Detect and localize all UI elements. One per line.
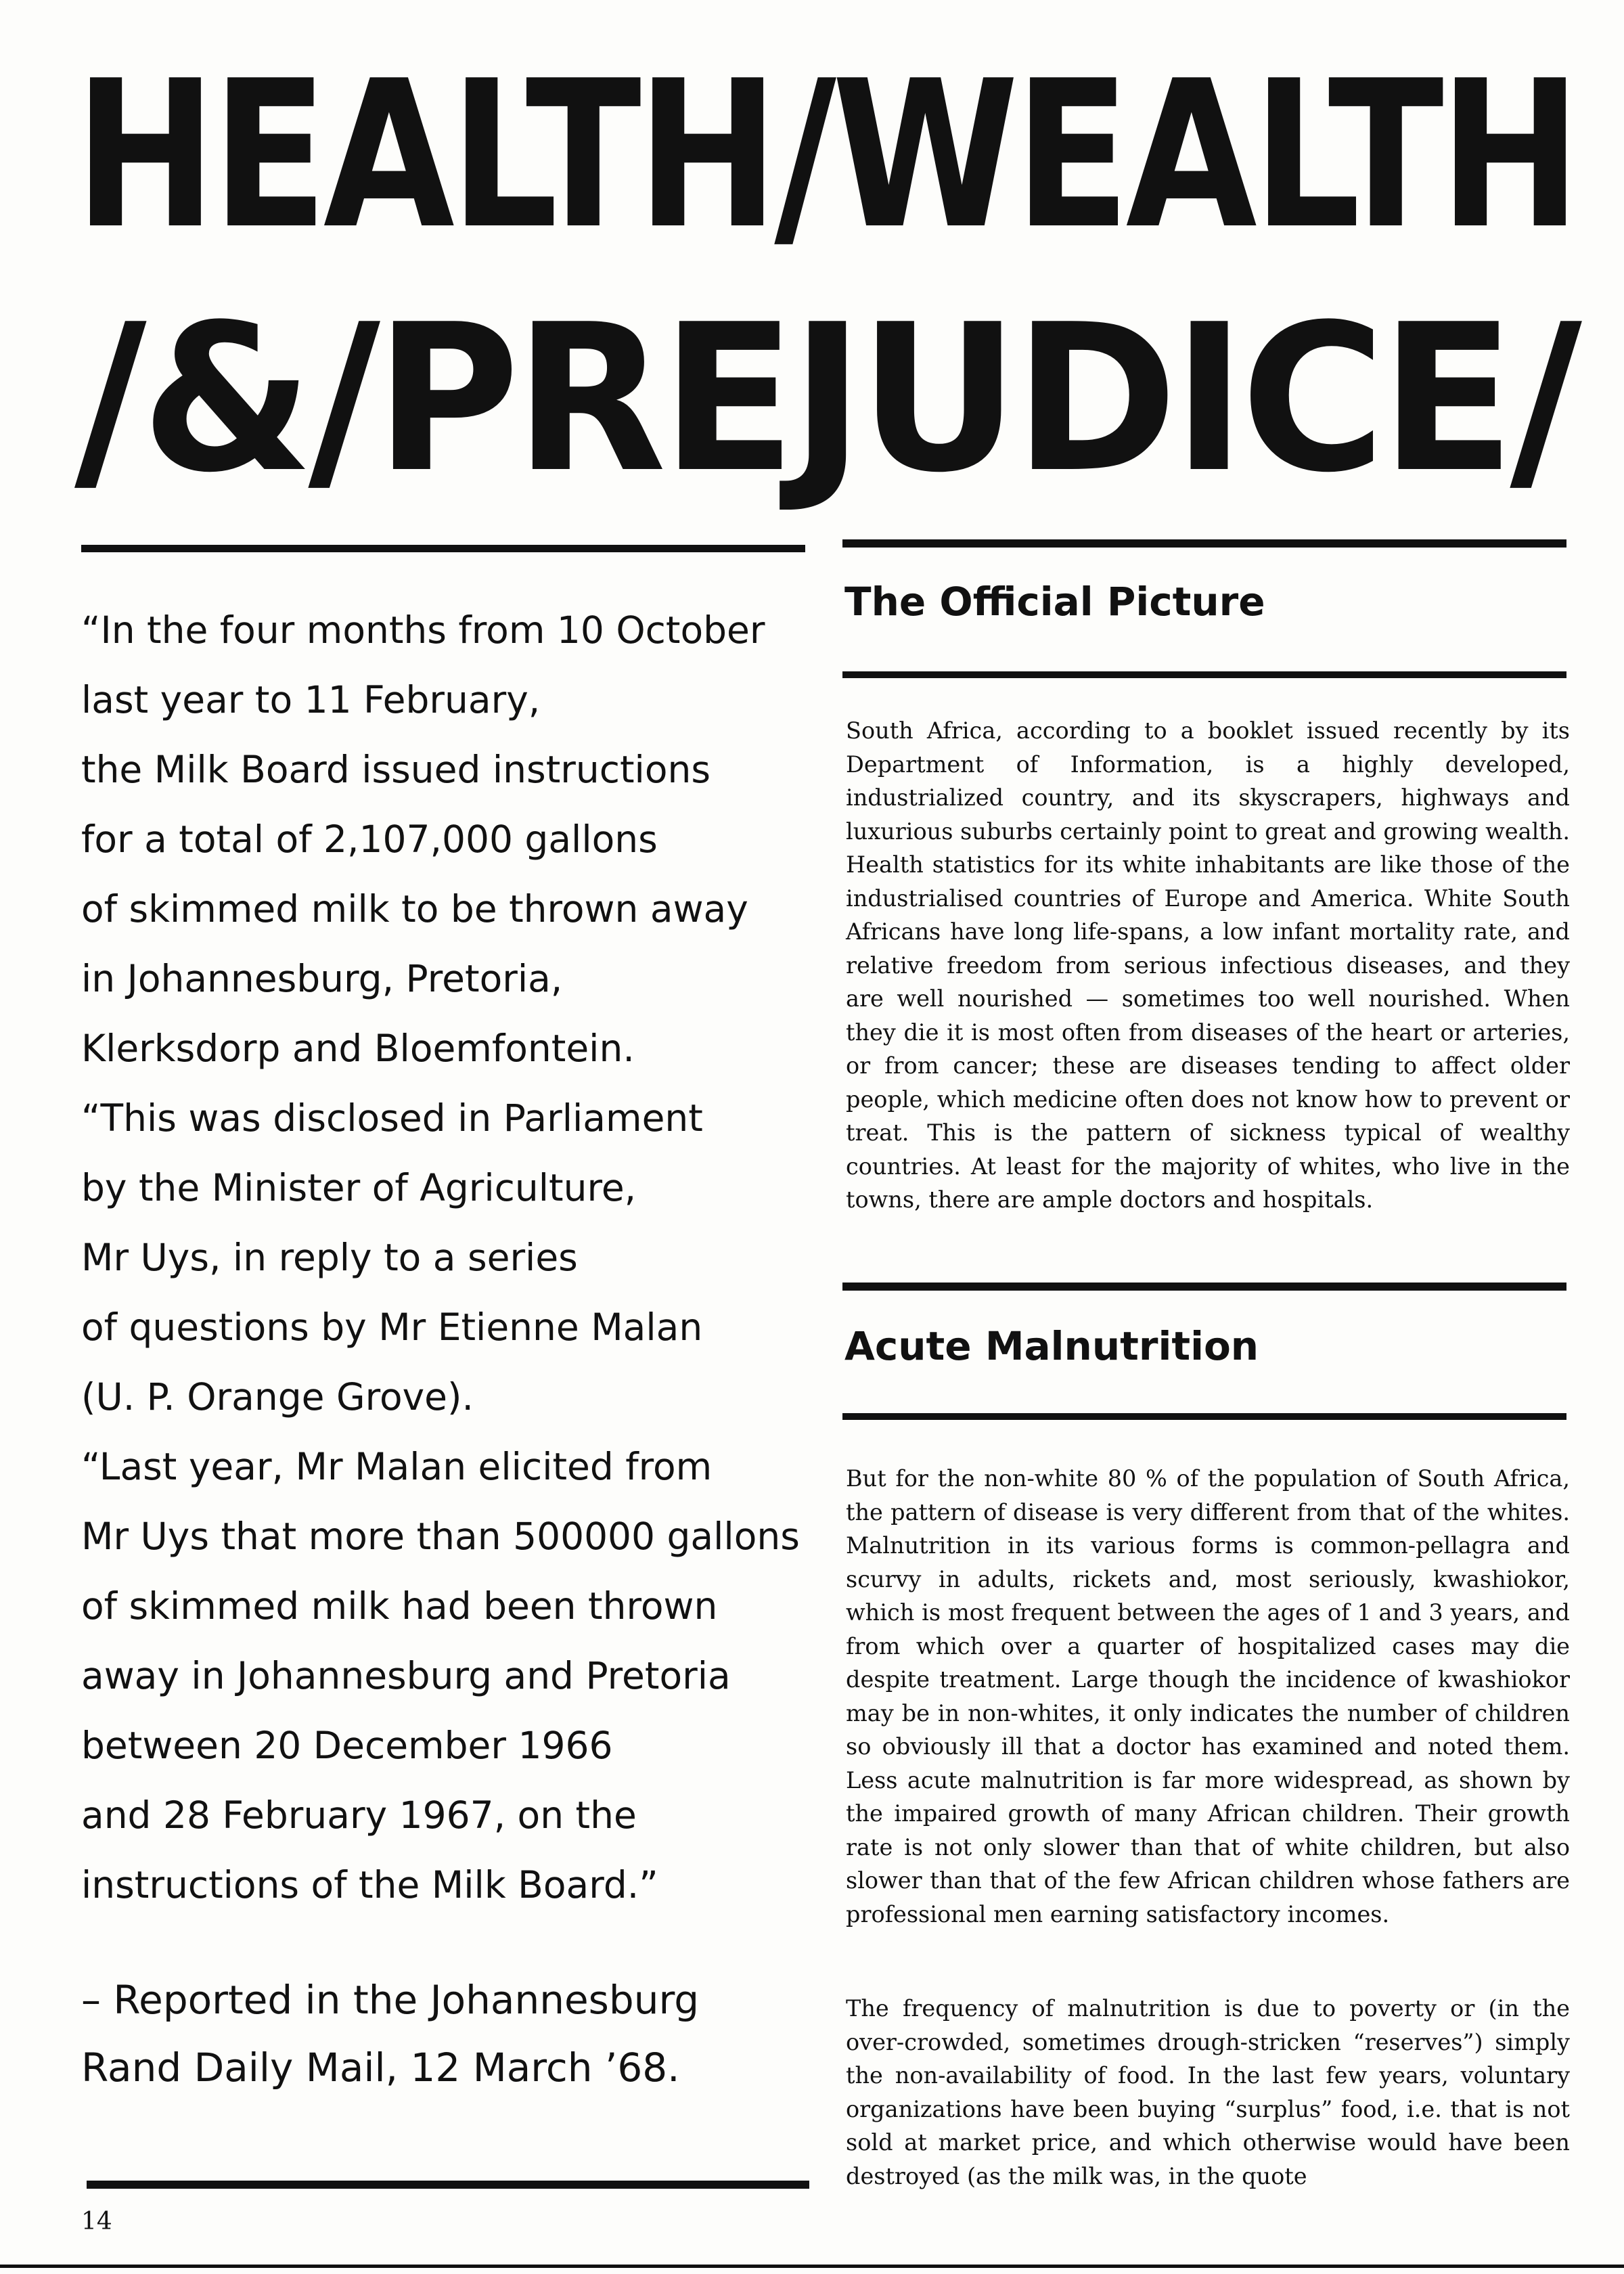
headline-line-2: /&/PREJUDICE/ bbox=[74, 281, 1577, 517]
section-heading-official-picture: The Official Picture bbox=[844, 579, 1265, 625]
rule-right-top bbox=[842, 539, 1566, 548]
quote-line: (U. P. Orange Grove). bbox=[81, 1375, 474, 1419]
quote-line: away in Johannesburg and Pretoria bbox=[81, 1654, 731, 1697]
quote-line: between 20 December 1966 bbox=[81, 1724, 613, 1767]
attribution-line: – Reported in the Johannesburg bbox=[81, 1977, 700, 2023]
quote-line: of skimmed milk had been thrown bbox=[81, 1584, 718, 1628]
quote-line: “In the four months from 10 October bbox=[81, 608, 765, 652]
rule-above-malnutrition bbox=[842, 1283, 1566, 1291]
rule-under-malnutrition bbox=[842, 1413, 1566, 1420]
official-picture-paragraph: South Africa, according to a booklet issued recently by its Department of Information, is a highly developed, industrialized country, and its skyscrapers, highways and luxurious suburbs certainly point to great and growing wealth. Health statistics for its white inhabitants are like those of the industrialised countries of Europe and America. White South Africans have long life-spans, a low infant mortality rate, and relative freedom from serious infectious diseases, and they are well nourished — sometimes too well nourished. When they die it is most often from diseases of the heart or arteries, or from cancer; these are diseases tending to affect older people, which medicine often does not know how to prevent or treat. This is the pattern of sickness typical of wealthy countries. At least for the majority of whites, who live in the towns, there are ample doctors and hospitals. bbox=[846, 717, 1570, 1213]
malnutrition-paragraph-2: The frequency of malnutrition is due to poverty or (in the over-crowded, sometimes drough-stricken “reserves”) simply the non-availability of food. In the last few years, voluntary organizations have been buying “surplus” food, i.e. that is not sold at market price, and which otherwise would have been destroyed (as the milk was, in the quote bbox=[846, 1995, 1570, 2189]
quote-line: of questions by Mr Etienne Malan bbox=[81, 1306, 703, 1349]
quote-line: last year to 11 February, bbox=[81, 678, 541, 721]
attribution-line: Rand Daily Mail, 12 March ’68. bbox=[81, 2045, 680, 2091]
milk-board-quote bbox=[81, 596, 819, 1920]
quote-line: for a total of 2,107,000 gallons bbox=[81, 818, 658, 861]
quote-line: the Milk Board issued instructions bbox=[81, 748, 710, 791]
quote-line: “Last year, Mr Malan elicited from bbox=[81, 1445, 713, 1488]
quote-line: instructions of the Milk Board.” bbox=[81, 1863, 658, 1907]
malnutrition-paragraph-1: But for the non-white 80 % of the population of South Africa, the pattern of disease is very different from that of the whites. Malnutrition in its various forms is common-pellagra and scurvy in adults, rickets and, most seriously, kwashiokor, which is most frequent between the ages of 1 and 3 years, and from which over a quarter of hospitalized cases may die despite treatment. Large though the incidence of kwashiokor may be in non-whites, it only indicates the number of children so obviously ill that a doctor has examined and noted them. Less acute malnutrition is far more widespread, as shown by the impaired growth of many African children. Their growth rate is not only slower than that of white children, but also slower than that of the few African children whose fathers are professional men earning satisfactory incomes. bbox=[846, 1465, 1570, 1927]
quote-line: “This was disclosed in Parliament bbox=[81, 1096, 703, 1140]
section-heading-acute-malnutrition: Acute Malnutrition bbox=[844, 1323, 1259, 1369]
quote-line: in Johannesburg, Pretoria, bbox=[81, 957, 563, 1000]
quote-line: Mr Uys, in reply to a series bbox=[81, 1236, 578, 1279]
headline-line-1: HEALTH/WEALTH bbox=[74, 37, 1577, 273]
rule-left-top bbox=[81, 545, 805, 552]
quote-line: and 28 February 1967, on the bbox=[81, 1793, 637, 1837]
quote-line: Mr Uys that more than 500000 gallons bbox=[81, 1515, 800, 1558]
quote-line: Klerksdorp and Bloemfontein. bbox=[81, 1027, 635, 1070]
quote-line: by the Minister of Agriculture, bbox=[81, 1166, 637, 1209]
rule-page-bottom bbox=[0, 2265, 1624, 2268]
page-number: 14 bbox=[81, 2208, 112, 2235]
rule-under-official-picture bbox=[842, 671, 1566, 678]
quote-attribution bbox=[81, 1966, 826, 2101]
quote-line: of skimmed milk to be thrown away bbox=[81, 887, 748, 931]
rule-left-bottom bbox=[87, 2181, 809, 2189]
